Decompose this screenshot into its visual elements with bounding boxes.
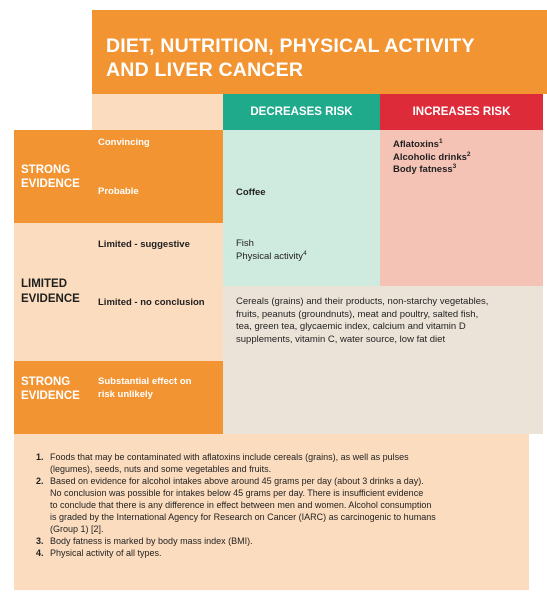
increases-item-alcoholic-drinks: Alcoholic drinks$^2$: [393, 150, 471, 163]
cell-convincing-increases: [380, 130, 543, 179]
footnote-2: 2. Based on evidence for alcohol intakes above around 45 grams per day (about 3 drinks a day). No conclusion was possible for intakes below 45 grams per day. There is insufficient evidence to conclude that there is any difference in effect between men and women. Alcohol consumption is graded by the International Agency for Research on Cancer (IARC) as carcinogenic to humans (Group 1) [2].: [36, 476, 436, 534]
cell-probable-increases: [380, 179, 543, 223]
category-substantial-effect: Substantial effect on risk unlikely: [92, 361, 223, 434]
category-convincing: Convincing: [92, 130, 223, 179]
title-line-2: AND LIVER CANCER: [106, 59, 304, 81]
title-line-1: DIET, NUTRITION, PHYSICAL ACTIVITY: [106, 35, 475, 57]
header-blank-cell: [92, 94, 223, 130]
decreases-item-fish: Fish: [236, 238, 254, 249]
title-block: [92, 10, 547, 94]
increases-item-aflatoxins: Aflatoxins$^1$: [393, 138, 443, 150]
cell-suggestive-increases: [380, 223, 543, 286]
header-increases-risk: INCREASES RISK: [380, 94, 543, 130]
category-limited-no-conclusion: Limited - no conclusion: [92, 286, 223, 361]
cell-probable-decreases: Coffee: [223, 179, 380, 223]
footnote-3: 3. Body fatness is marked by body mass index (BMI).: [36, 536, 253, 546]
category-limited-suggestive: Limited - suggestive: [92, 223, 223, 286]
strong-evidence-label-1: STRONG EVIDENCE: [14, 130, 92, 223]
header-decreases-risk: DECREASES RISK: [223, 94, 380, 130]
cell-substantial-effect: [223, 361, 543, 434]
footnotes: [14, 434, 529, 590]
cell-no-conclusion: Cereals (grains) and their products, non-starchy vegetables, fruits, peanuts (groundnuts), meat and poultry, salted fish, tea, green tea, glycaemic index, calcium and vitamin D supplements, vitamin C, water source, low fat diet: [223, 286, 543, 361]
footnote-4: 4. Physical activity of all types.: [36, 548, 162, 558]
cell-convincing-decreases: [223, 130, 380, 179]
footnote-1: 1. Foods that may be contaminated with aflatoxins include cereals (grains), as well as pulses (legumes), seeds, nuts and some vegetables and fruits.: [36, 452, 409, 474]
limited-evidence-label: LIMITED EVIDENCE: [14, 223, 92, 361]
category-probable: Probable: [92, 179, 223, 223]
cell-suggestive-decreases: [223, 223, 380, 286]
decreases-item-physical-activity: Physical activity$^4$: [236, 249, 307, 262]
increases-item-body-fatness: Body fatness$^3$: [393, 163, 457, 175]
strong-evidence-label-2: STRONG EVIDENCE: [14, 361, 92, 434]
